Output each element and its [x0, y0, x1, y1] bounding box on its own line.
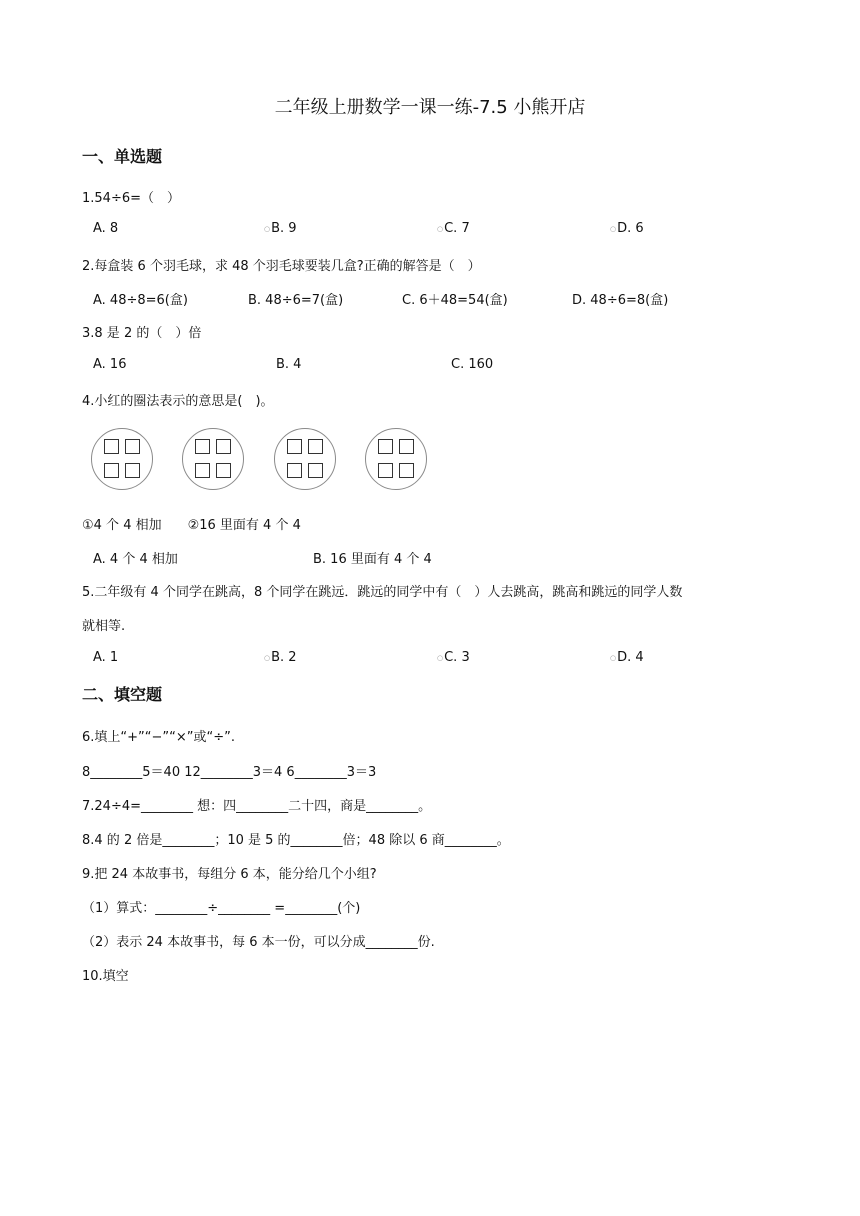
q4-option-a[interactable]: A. 4 个 4 相加	[93, 552, 178, 567]
square-icon	[378, 463, 393, 478]
q3-option-b[interactable]: B. 4	[276, 357, 302, 372]
q3-option-a[interactable]: A. 16	[93, 357, 127, 372]
square-icon	[195, 439, 210, 454]
q5-option-d[interactable]: ○D. 4	[610, 650, 644, 665]
question-9: 9.把 24 本故事书，每组分 6 本，能分给几个小组?	[82, 867, 377, 882]
radio-dot-icon: ○	[264, 653, 271, 662]
square-icon	[216, 463, 231, 478]
q1-option-a[interactable]: A. 8	[93, 221, 119, 236]
q5-option-b[interactable]: ○B. 2	[264, 650, 297, 665]
section-heading-fill-blank: 二、填空题	[82, 685, 163, 704]
q2-option-a[interactable]: A. 48÷8=6(盒)	[93, 293, 188, 308]
group-circle-icon	[274, 428, 336, 490]
square-icon	[104, 463, 119, 478]
square-icon	[125, 439, 140, 454]
square-icon	[308, 463, 323, 478]
question-6: 6.填上“+”“−”“×”或“÷”.	[82, 730, 235, 745]
q6-blanks-line: 8________5＝40 12________3＝4 6________3＝3	[82, 765, 377, 780]
q5-option-c[interactable]: ○C. 3	[437, 650, 470, 665]
square-icon	[125, 463, 140, 478]
q2-option-b[interactable]: B. 48÷6=7(盒)	[248, 293, 344, 308]
square-icon	[308, 439, 323, 454]
question-8: 8.4 的 2 倍是________；10 是 5 的________倍；48 除以 6 商________。	[82, 833, 510, 848]
q9-part-1: （1）算式：________÷________ =________(个)	[82, 901, 361, 916]
q4-choice-statements: ①4 个 4 相加 ②16 里面有 4 个 4	[82, 518, 301, 533]
radio-dot-icon: ○	[264, 224, 271, 233]
radio-dot-icon: ○	[437, 224, 444, 233]
square-icon	[104, 439, 119, 454]
q1-option-b[interactable]: ○B. 9	[264, 221, 297, 236]
radio-dot-icon: ○	[437, 653, 444, 662]
group-circle-icon	[182, 428, 244, 490]
q5-option-a[interactable]: A. 1	[93, 650, 119, 665]
q2-option-c[interactable]: C. 6＋48=54(盒)	[402, 293, 508, 308]
square-icon	[216, 439, 231, 454]
radio-dot-icon: ○	[610, 653, 617, 662]
page-title: 二年级上册数学一课一练-7.5 小熊开店	[274, 97, 586, 118]
square-icon	[195, 463, 210, 478]
q4-option-b[interactable]: B. 16 里面有 4 个 4	[313, 552, 432, 567]
question-4: 4.小红的圈法表示的意思是( )。	[82, 394, 274, 409]
section-heading-single-choice: 一、单选题	[82, 147, 163, 166]
question-2: 2.每盒装 6 个羽毛球，求 48 个羽毛球要装几盒?正确的解答是（ ）	[82, 259, 481, 274]
square-icon	[399, 439, 414, 454]
question-5-line-2: 就相等.	[82, 619, 126, 634]
q9-part-2: （2）表示 24 本故事书，每 6 本一份，可以分成________份.	[82, 935, 435, 950]
square-icon	[287, 463, 302, 478]
question-3: 3.8 是 2 的（ ）倍	[82, 326, 202, 341]
q2-option-d[interactable]: D. 48÷6=8(盒)	[572, 293, 669, 308]
square-icon	[399, 463, 414, 478]
square-icon	[287, 439, 302, 454]
question-7: 7.24÷4=________ 想：四________二十四，商是________。	[82, 799, 432, 814]
radio-dot-icon: ○	[610, 224, 617, 233]
group-circle-icon	[365, 428, 427, 490]
circle-grouping-figure	[90, 428, 435, 494]
question-10: 10.填空	[82, 969, 129, 984]
question-5-line-1: 5.二年级有 4 个同学在跳高，8 个同学在跳远．跳远的同学中有（ ）人去跳高，跳高和跳远的同学人数	[82, 585, 683, 600]
q1-option-d[interactable]: ○D. 6	[610, 221, 644, 236]
question-1: 1.54÷6=（ ）	[82, 191, 181, 206]
q3-option-c[interactable]: C. 160	[451, 357, 494, 372]
q1-option-c[interactable]: ○C. 7	[437, 221, 470, 236]
square-icon	[378, 439, 393, 454]
group-circle-icon	[91, 428, 153, 490]
